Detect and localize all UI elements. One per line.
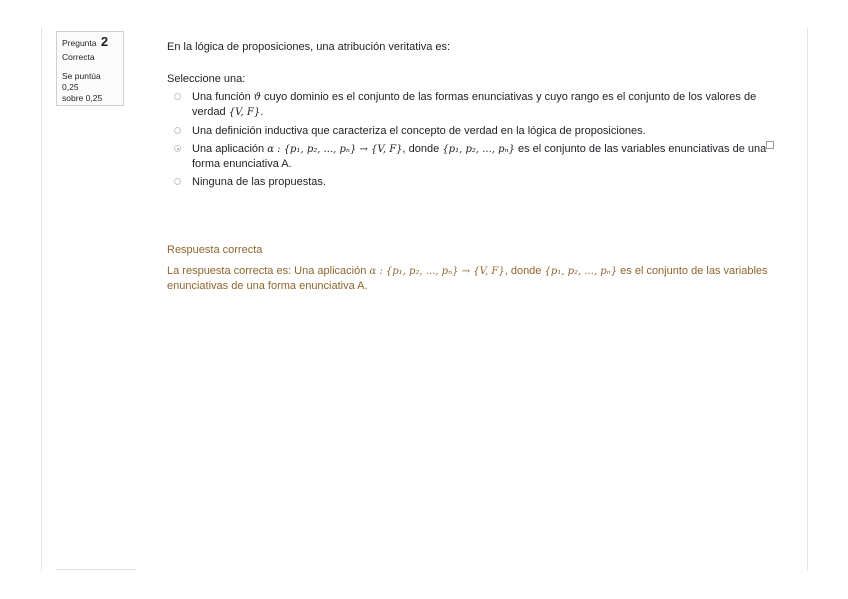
question-text: En la lógica de proposiciones, una atribución veritativa es:: [167, 41, 451, 53]
question-content: [167, 40, 787, 193]
feedback-mapping-formula: α : {p₁, p₂, ..., pₙ} → {V, F}: [369, 266, 505, 277]
bottom-divider: [56, 569, 136, 570]
option-d-label: Ninguna de las propuestas.: [192, 176, 326, 188]
answer-option-a[interactable]: [167, 90, 787, 120]
question-number: [62, 36, 118, 49]
question-state: Correcta: [62, 52, 95, 62]
answer-option-b[interactable]: [167, 124, 787, 138]
right-divider: [807, 28, 808, 571]
question-grade: [62, 71, 118, 104]
answer-options: [167, 90, 787, 189]
answer-option-c[interactable]: [167, 142, 787, 171]
option-c-label: Una aplicación α : {p₁, p₂, ..., pₙ} → {V, F}, donde {p₁, p₂, ..., pₙ} es el conjunto de las variables enunciativas de una forma enunciativa A.: [192, 143, 767, 170]
radio-option-b[interactable]: [174, 127, 181, 134]
radio-option-c[interactable]: [174, 145, 181, 152]
mapping-formula: α : {p₁, p₂, ..., pₙ} → {V, F}: [267, 144, 403, 155]
feedback-status: Respuesta correcta: [167, 244, 263, 256]
question-label: Pregunta: [62, 38, 97, 48]
correct-answer-text: La respuesta correcta es: Una aplicación α : {p₁, p₂, ..., pₙ} → {V, F}, donde {p₁, p₂, ..., pₙ} es el conjunto de las variables enunciativas de una forma enunciativa A.: [167, 265, 768, 292]
option-b-label: Una definición inductiva que caracteriza el concepto de verdad en la lógica de proposiciones.: [192, 125, 646, 137]
feedback-variables-set: {p₁, p₂, ..., pₙ}: [544, 266, 618, 277]
answer-option-d[interactable]: [167, 175, 787, 189]
truth-values-set: {V, F}: [228, 107, 261, 118]
checkbox-icon: [766, 141, 774, 149]
answer-prompt: Seleccione una:: [167, 73, 246, 85]
grade-line-1: Se puntúa 0,25: [62, 71, 101, 92]
feedback-area: [167, 243, 787, 293]
question-info-box: [56, 31, 124, 106]
radio-option-a[interactable]: [174, 93, 181, 100]
left-divider: [41, 28, 42, 571]
option-a-label: Una función ϑ cuyo dominio es el conjunto de las formas enunciativas y cuyo rango es el conjunto de los valores de verdad {V, F}.: [192, 91, 757, 118]
variables-set: {p₁, p₂, ..., pₙ}: [442, 144, 515, 155]
theta-symbol: ϑ: [253, 92, 261, 103]
grade-line-2: sobre 0,25: [62, 93, 103, 103]
question-number-value: 2: [100, 34, 109, 49]
radio-option-d[interactable]: [174, 178, 181, 185]
